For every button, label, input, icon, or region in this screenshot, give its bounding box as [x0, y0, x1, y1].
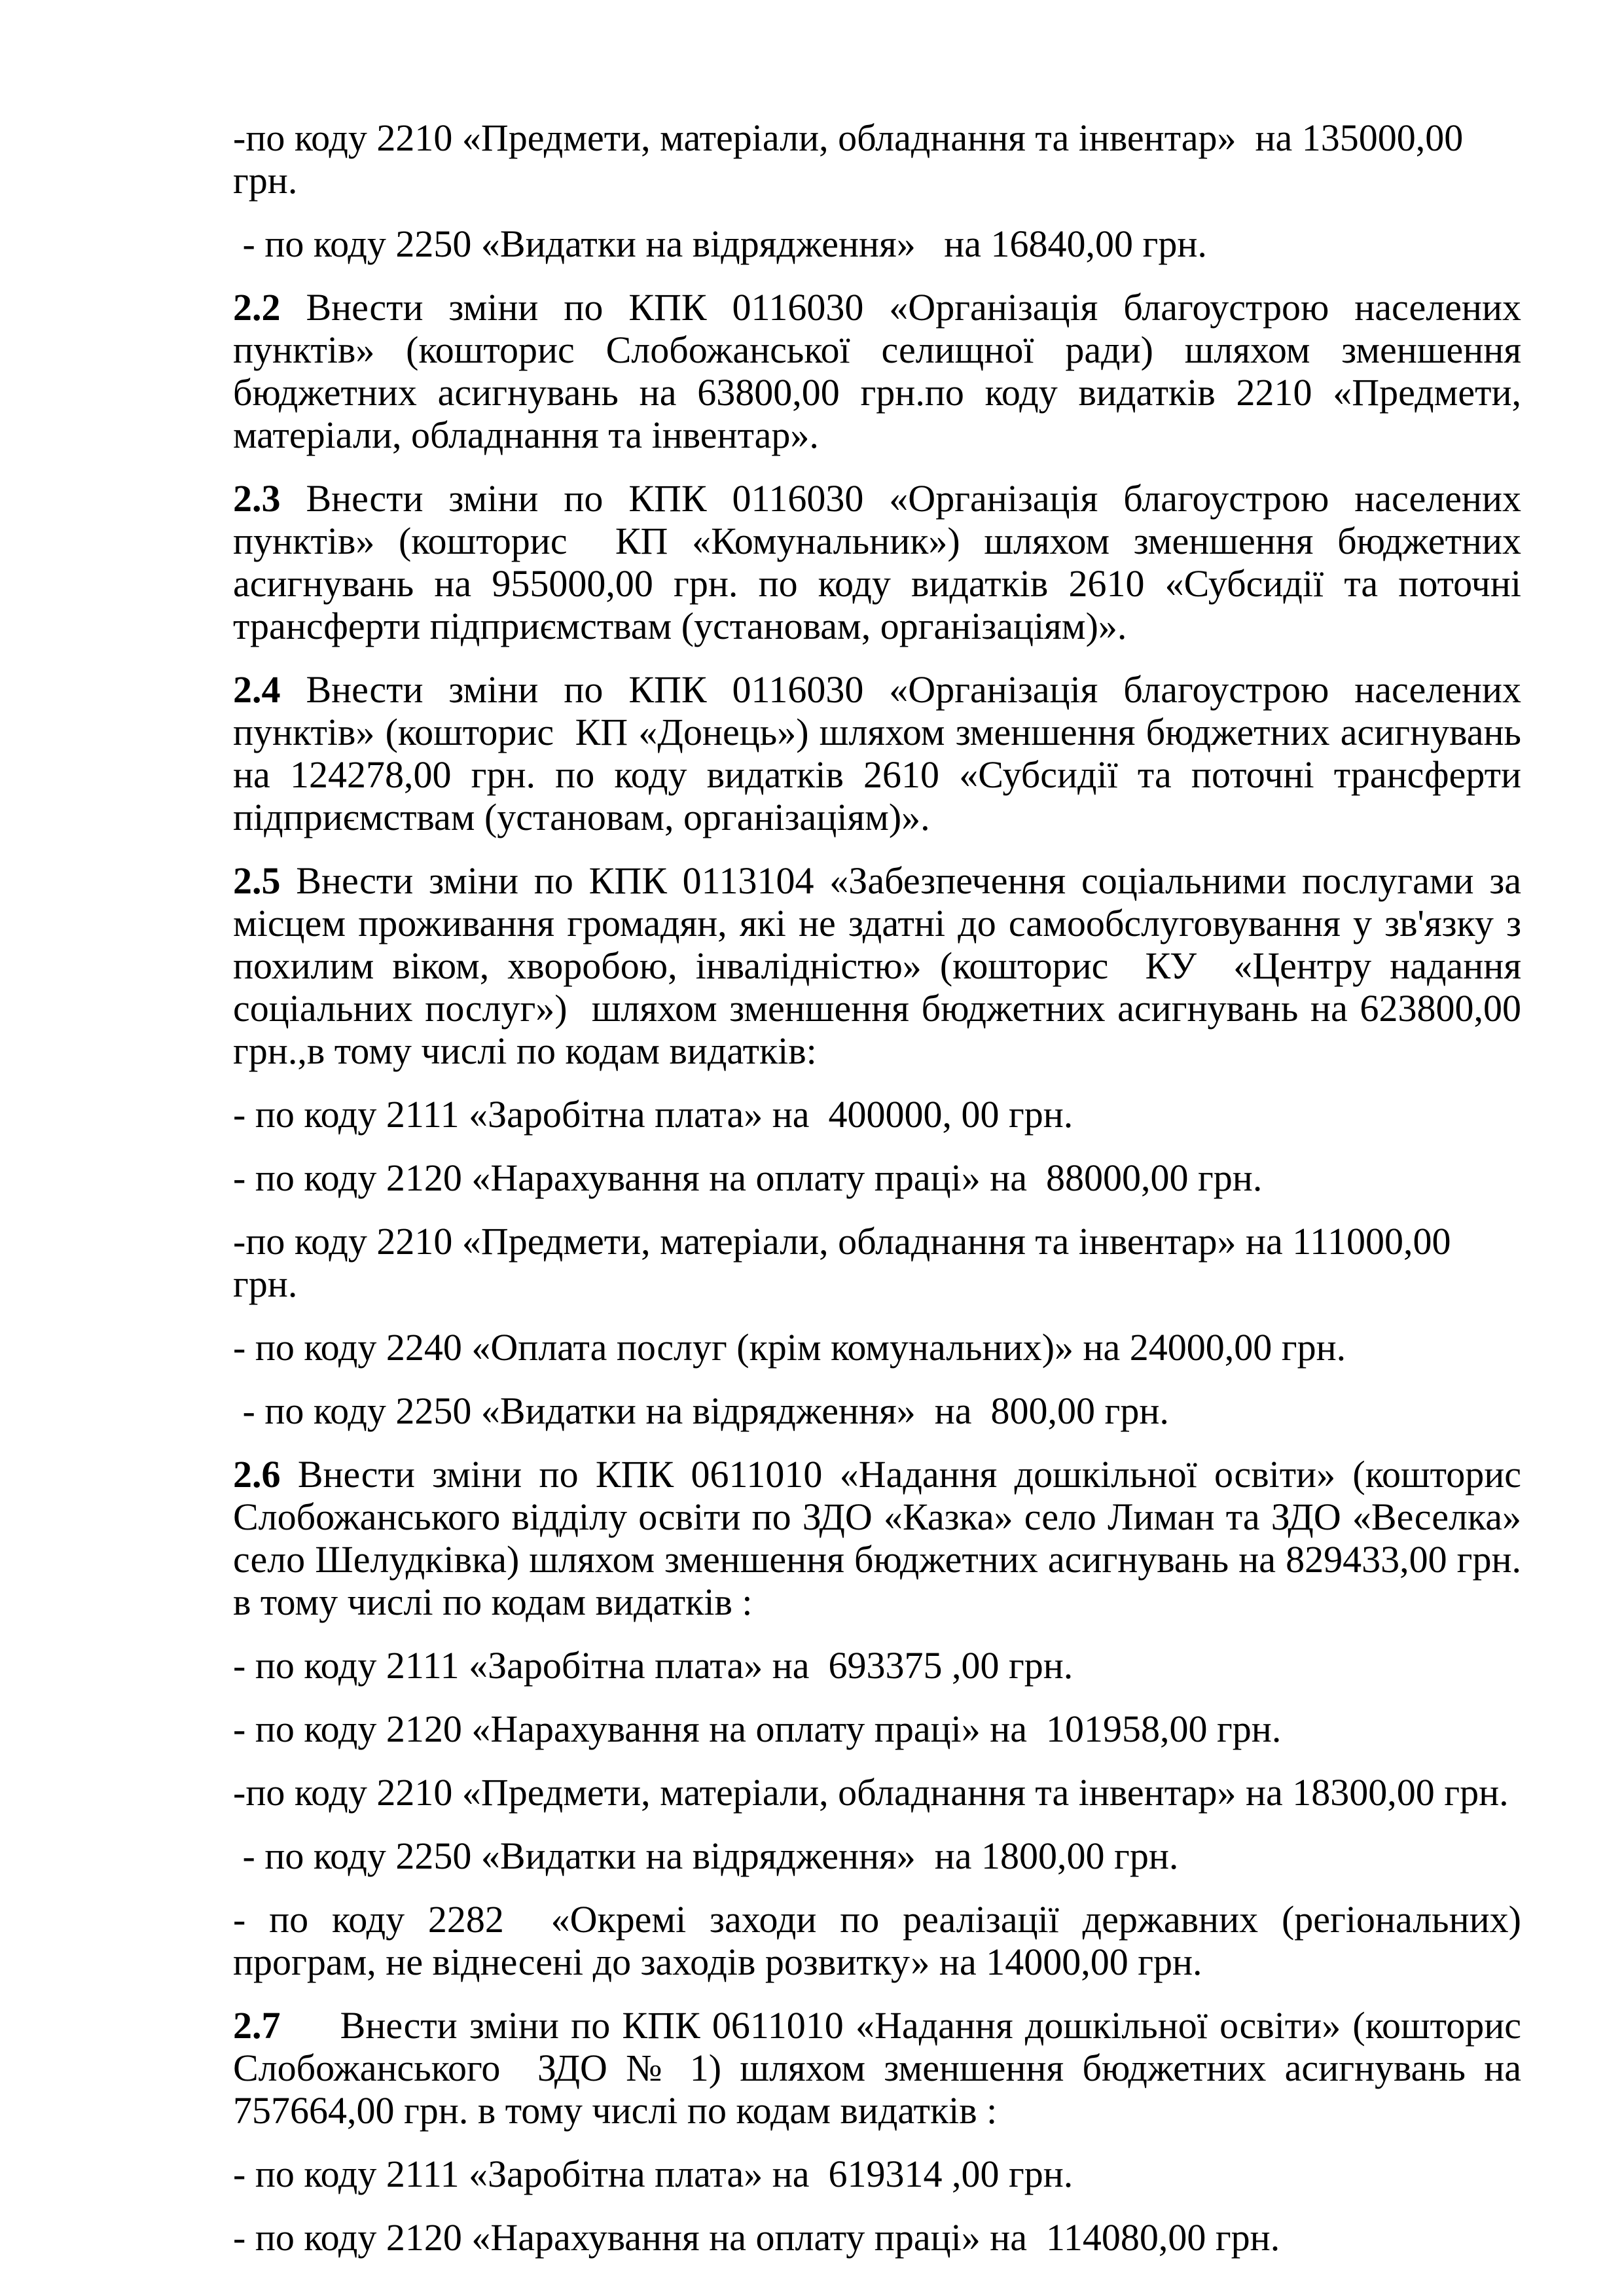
paragraph-number: 2.6 [233, 1453, 281, 1496]
expense-line [233, 1644, 1521, 1687]
paragraph-number: 2.3 [233, 477, 281, 520]
numbered-paragraph [233, 477, 1531, 647]
paragraph-text: Внести зміни по КПК 0116030 «Організація благоустрою населених пунктів» (кошторис КП «Донець») шляхом зменшення бюджетних асигнувань на 124278,00 грн. по коду видатків 2610 «Субсидії та поточні трансферти підприємствам (установам, організаціям)». [233, 668, 1531, 838]
paragraph-text: -по коду 2210 «Предмети, матеріали, обладнання та інвентар» на 18300,00 грн. [233, 1771, 1509, 1814]
paragraph-text: Внести зміни по КПК 0116030 «Організація благоустрою населених пунктів» (кошторис Слобожанської селищної ради) шляхом зменшення бюджетних асигнувань на 63800,00 грн.по коду видатків 2210 «Предмети, матеріали, обладнання та інвентар». [233, 286, 1531, 456]
expense-line [233, 1157, 1521, 1199]
paragraph-text: Внести зміни по КПК 0113104 «Забезпечення соціальними послугами за місцем проживання громадян, які не здатні до самообслуговування у зв'язку з похилим віком, хворобою, інвалідністю» (кошторис КУ «Центру надання соціальних послуг») шляхом зменшення бюджетних асигнувань на 623800,00 грн.,в тому числі по кодам видатків: [233, 859, 1531, 1072]
paragraph-text: Внести зміни по КПК 0611010 «Надання дошкільної освіти» (кошторис Слобожанського ЗДО № 1) шляхом зменшення бюджетних асигнувань на 757664,00 грн. в тому числі по кодам видатків : [233, 2004, 1531, 2132]
numbered-paragraph [233, 668, 1531, 838]
paragraph-text: - по коду 2250 «Видатки на відрядження» на 800,00 грн. [233, 1390, 1169, 1432]
expense-line [233, 1898, 1531, 1983]
paragraph-text: - по коду 2120 «Нарахування на оплату праці» на 88000,00 грн. [233, 1157, 1263, 1199]
paragraph-text: - по коду 2111 «Заробітна плата» на 693375 ,00 грн. [233, 1644, 1074, 1687]
paragraph-text: -по коду 2210 «Предмети, матеріали, обладнання та інвентар» на 135000,00 грн. [233, 117, 1473, 202]
expense-line [233, 2153, 1521, 2195]
paragraph-text: Внести зміни по КПК 0116030 «Організація благоустрою населених пунктів» (кошторис КП «Комунальник») шляхом зменшення бюджетних асигнувань на 955000,00 грн. по коду видатків 2610 «Субсидії та поточні трансферти підприємствам (установам, організаціям)». [233, 477, 1531, 647]
paragraph-text: - по коду 2111 «Заробітна плата» на 619314 ,00 грн. [233, 2153, 1074, 2195]
paragraph-text: Внести зміни по КПК 0611010 «Надання дошкільної освіти» (кошторис Слобожанського відділу освіти по ЗДО «Казка» село Лиман та ЗДО «Веселка» село Шелудківка) шляхом зменшення бюджетних асигнувань на 829433,00 грн. в тому числі по кодам видатків : [233, 1453, 1531, 1623]
paragraph-number: 2.7 [233, 2004, 281, 2047]
paragraph-text: - по коду 2120 «Нарахування на оплату праці» на 101958,00 грн. [233, 1708, 1282, 1750]
expense-line [233, 1093, 1521, 1136]
numbered-paragraph [233, 286, 1531, 456]
expense-line [233, 1390, 1521, 1432]
expense-line [233, 117, 1521, 202]
paragraph-number: 2.2 [233, 286, 281, 329]
numbered-paragraph [233, 2004, 1531, 2132]
document-page [233, 117, 1531, 2280]
paragraph-text: -по коду 2210 «Предмети, матеріали, обладнання та інвентар» на 111000,00 грн. [233, 1220, 1460, 1305]
numbered-paragraph [233, 859, 1531, 1072]
paragraph-number: 2.5 [233, 859, 281, 902]
paragraph-text: - по коду 2282 «Окремі заходи по реалізації державних (регіональних) програм, не віднесені до заходів розвитку» на 14000,00 грн. [233, 1898, 1531, 1983]
expense-line [233, 1771, 1521, 1814]
paragraph-text: - по коду 2111 «Заробітна плата» на 400000, 00 грн. [233, 1093, 1074, 1136]
expense-line [233, 2216, 1521, 2259]
expense-line [233, 1835, 1521, 1877]
numbered-paragraph [233, 1453, 1531, 1623]
paragraph-text: - по коду 2250 «Видатки на відрядження» на 1800,00 грн. [233, 1835, 1179, 1877]
paragraph-text: - по коду 2120 «Нарахування на оплату праці» на 114080,00 грн. [233, 2216, 1280, 2259]
paragraph-number: 2.4 [233, 668, 281, 711]
paragraph-text: - по коду 2240 «Оплата послуг (крім комунальних)» на 24000,00 грн. [233, 1326, 1346, 1369]
expense-line [233, 1708, 1521, 1750]
paragraph-text: - по коду 2250 «Видатки на відрядження» на 16840,00 грн. [233, 223, 1207, 265]
expense-line [233, 1326, 1521, 1369]
expense-line [233, 223, 1521, 265]
expense-line [233, 1220, 1521, 1305]
